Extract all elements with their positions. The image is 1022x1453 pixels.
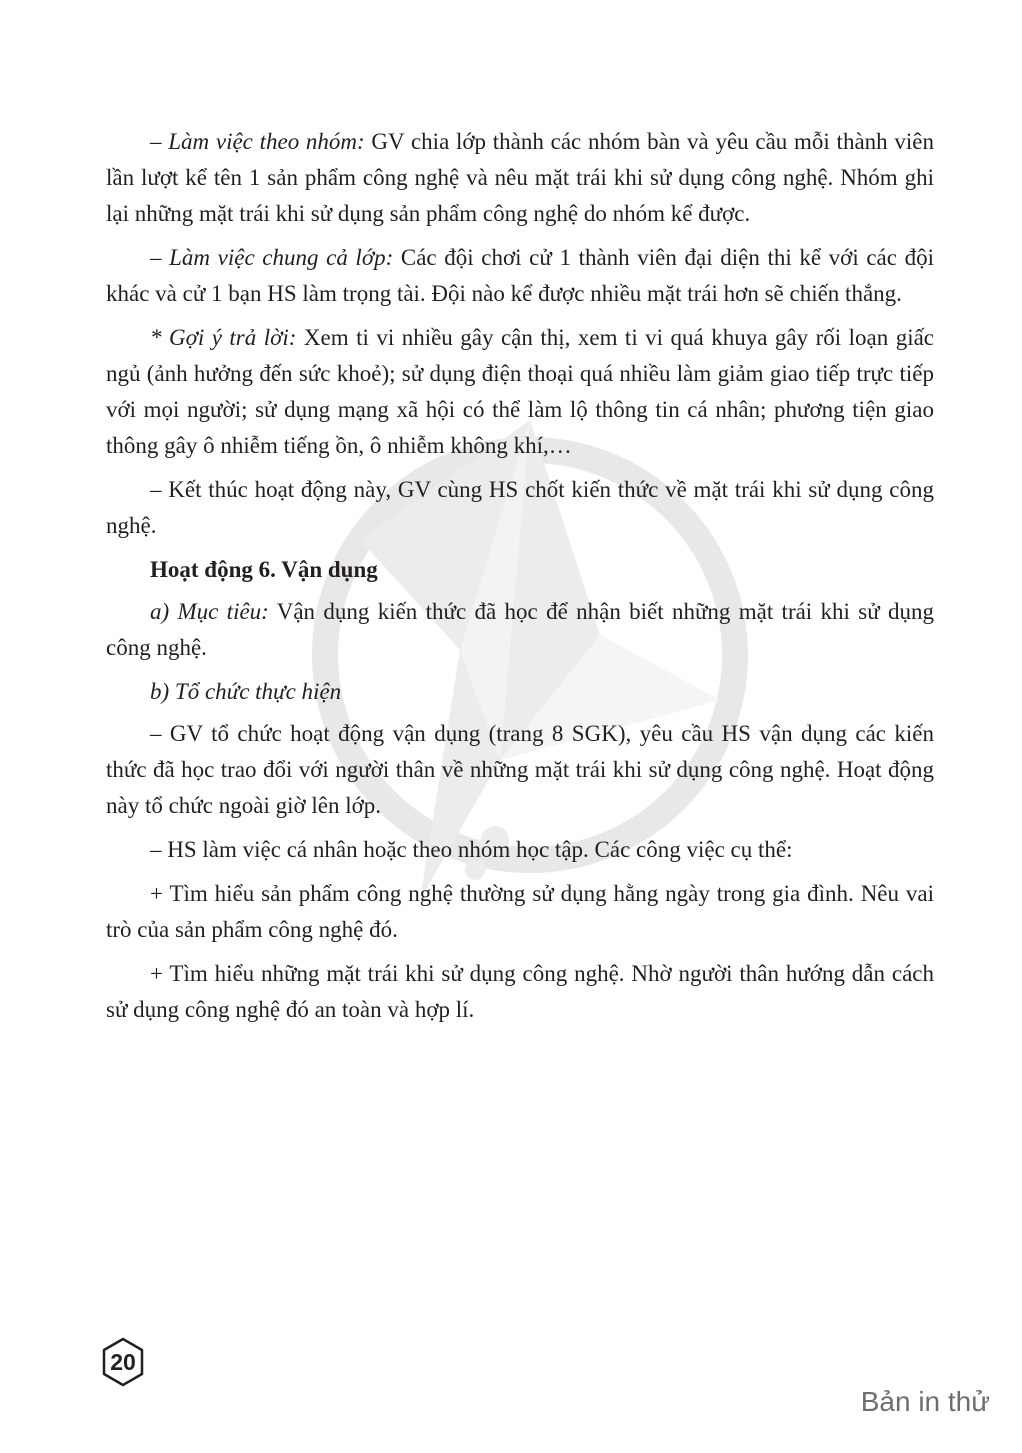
paragraph-whole-class: – Làm việc chung cả lớp: Các đội chơi cử 1 thành viên đại diện thi kể với các đội khác và cử 1 bạn HS làm trọng tài. Đội nào kể được nhiều mặt trái hơn sẽ chiến thắng. <box>106 245 934 306</box>
paragraph-suggested-answer: * Gợi ý trả lời: Xem ti vi nhiều gây cận thị, xem ti vi quá khuya gây rối loạn giấc ngủ (ảnh hưởng đến sức khoẻ); sử dụng điện thoại quá nhiều làm giảm giao tiếp trực tiếp với mọi người; sử dụng mạng xã hội có thể làm lộ thông tin cá nhân; phương tiện giao thông gây ô nhiễm tiếng ồn, ô nhiễm không khí,… <box>106 325 934 458</box>
paragraph-objective: a) Mục tiêu: Vận dụng kiến thức đã học để nhận biết những mặt trái khi sử dụng công nghệ. <box>106 599 934 660</box>
document-body <box>106 124 934 1036</box>
paragraph-implementation-label: b) Tổ chức thực hiện <box>150 679 342 704</box>
paragraph-student-work: – HS làm việc cá nhân hoặc theo nhóm học tập. Các công việc cụ thể: <box>150 837 793 862</box>
page-number: 20 <box>110 1349 136 1375</box>
section-heading: Hoạt động 6. Vận dụng <box>150 557 378 582</box>
proof-label: Bản in thử <box>860 1386 990 1417</box>
paragraph-teacher-activity: – GV tổ chức hoạt động vận dụng (trang 8 SGK), yêu cầu HS vận dụng các kiến thức đã học trao đổi với người thân về những mặt trái khi sử dụng công nghệ. Hoạt động này tổ chức ngoài giờ lên lớp. <box>106 721 934 818</box>
paragraph-group-work: – Làm việc theo nhóm: GV chia lớp thành các nhóm bàn và yêu cầu mỗi thành viên lần lượt kể tên 1 sản phẩm công nghệ và nêu mặt trái khi sử dụng công nghệ. Nhóm ghi lại những mặt trái khi sử dụng sản phẩm công nghệ do nhóm kể được. <box>106 129 934 226</box>
paragraph-conclusion: – Kết thúc hoạt động này, GV cùng HS chốt kiến thức về mặt trái khi sử dụng công nghệ. <box>106 477 934 538</box>
paragraph-task-2: + Tìm hiểu những mặt trái khi sử dụng công nghệ. Nhờ người thân hướng dẫn cách sử dụng công nghệ đó an toàn và hợp lí. <box>106 961 934 1022</box>
paragraph-task-1: + Tìm hiểu sản phẩm công nghệ thường sử dụng hằng ngày trong gia đình. Nêu vai trò của sản phẩm công nghệ đó. <box>106 881 934 942</box>
